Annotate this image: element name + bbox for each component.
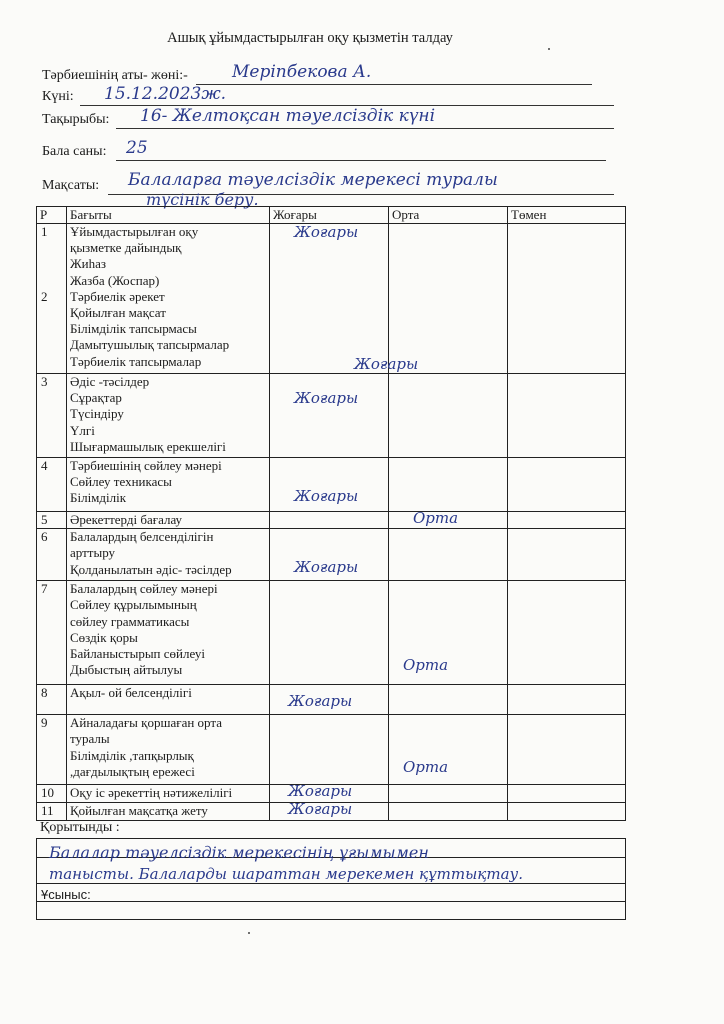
rating-mid-cell (389, 458, 508, 512)
direction-line: арттыру (70, 545, 116, 561)
children-count-label: Бала саны: (42, 144, 107, 159)
row-direction (67, 803, 270, 821)
row-number: 5 (37, 512, 67, 529)
row-direction (67, 458, 270, 512)
row-number: 1 2 (37, 224, 67, 374)
rating-mid-cell (389, 529, 508, 581)
row-direction (67, 715, 270, 785)
direction-line: сөйлеу грамматикасы (70, 613, 190, 629)
direction-line: Білімділік (70, 490, 127, 506)
direction-line: Үлгі (70, 422, 95, 438)
rating-mark: Жоғары (294, 487, 359, 505)
rating-high-cell (270, 581, 389, 685)
row-number: 8 (37, 685, 67, 715)
rating-high-cell (270, 529, 389, 581)
table-row (37, 581, 626, 685)
row-number: 6 (37, 529, 67, 581)
direction-line: Айналадағы қоршаған орта (70, 715, 222, 731)
row-number: 4 (37, 458, 67, 512)
teacher-label: Тәрбиешінің аты- жөні:- (42, 68, 188, 83)
direction-line: Әдіс -тәсілдер (70, 374, 150, 389)
direction-line: Дыбыстың айтылуы (70, 662, 183, 678)
row-number: 3 (37, 374, 67, 458)
row-direction (67, 512, 270, 529)
direction-line: Балалардың белсенділігін (70, 529, 214, 545)
rating-mark: Орта (403, 656, 449, 675)
conclusion-label: Қорытынды : (40, 820, 120, 835)
col-header-direction: Бағыты (67, 207, 270, 224)
table-row (37, 685, 626, 715)
col-header-low: Төмен (508, 207, 626, 224)
row-direction (67, 529, 270, 581)
direction-line: Қойылған мақсат (70, 305, 166, 321)
direction-line: Жазба (Жоспар) (70, 272, 160, 288)
suggestion-label: Ұсыныс: (41, 887, 91, 902)
direction-line: ,дағдылықтың ережесі (70, 763, 195, 779)
col-header-high: Жоғары (270, 207, 389, 224)
rating-low-cell (508, 224, 626, 374)
direction-line: Білімділік тапсырмасы (70, 321, 197, 337)
conclusion-line (37, 883, 625, 884)
direction-line: Тәрбиешінің сөйлеу мәнері (70, 458, 222, 473)
row-number: 11 (37, 803, 67, 821)
rating-mark: Жоғары (294, 558, 359, 577)
rating-low-cell (508, 374, 626, 458)
col-header-number: Р (37, 207, 67, 224)
row-number: 7 (37, 581, 67, 685)
table-row (37, 374, 626, 458)
row-number: 9 (37, 715, 67, 785)
col-header-medium: Орта (389, 207, 508, 224)
direction-line: Ақыл- ой белсенділігі (70, 685, 192, 701)
conclusion-box (36, 838, 626, 920)
rating-mark: Жоғары (288, 692, 353, 711)
table-row (37, 803, 626, 821)
direction-line: Сөздік қоры (70, 629, 138, 645)
speck (548, 48, 550, 50)
direction-line: Дамытушылық тапсырмалар (70, 337, 230, 353)
rating-mid-cell (389, 509, 508, 529)
rating-mid-cell (389, 374, 508, 458)
direction-line: Оқу іс әрекеттің нәтижелілігі (70, 785, 233, 801)
direction-line: Ұйымдастырылған оқу (70, 224, 199, 239)
date-value: 15.12.2023ж. (104, 84, 227, 104)
date-label: Күні: (42, 89, 74, 104)
rating-mid-cell (389, 224, 508, 374)
row-number: 10 (37, 785, 67, 803)
teacher-underline (196, 84, 592, 85)
teacher-value: Меріпбекова А. (232, 62, 372, 82)
direction-line: Түсіндіру (70, 406, 124, 422)
conclusion-text-line2: танысты. Балаларды шараттан мерекемен құттықтау. (49, 865, 524, 883)
rating-mark: Жоғары (288, 782, 353, 801)
direction-line: туралы (70, 731, 110, 747)
rating-mid-cell (389, 715, 508, 785)
rating-mid-cell (389, 803, 508, 821)
table-header-row (37, 207, 626, 224)
table-row (37, 224, 626, 374)
direction-line: Жиһаз (70, 256, 107, 272)
evaluation-table (36, 206, 626, 821)
rating-mark: Орта (413, 509, 459, 527)
direction-line: Балалардың сөйлеу мәнері (70, 581, 218, 597)
row-direction (67, 685, 270, 715)
rating-low-cell (508, 685, 626, 715)
rating-low-cell (508, 581, 626, 685)
page-title: Ашық ұйымдастырылған оқу қызметін талдау (167, 30, 453, 46)
rating-mark: Жоғары (288, 800, 353, 819)
direction-line: қызметке дайындық (70, 240, 182, 256)
row-direction (67, 785, 270, 803)
suggestion-line (37, 901, 625, 902)
row-direction (67, 581, 270, 685)
speck (248, 932, 250, 934)
table-row (37, 458, 626, 512)
topic-value: 16- Желтоқсан тәуелсіздік күні (140, 106, 436, 126)
rating-high-cell (270, 512, 389, 529)
goal-label: Мақсаты: (42, 178, 100, 193)
rating-low-cell (508, 458, 626, 512)
rating-high-cell (270, 800, 389, 821)
direction-line: Сөйлеу құрылымының (70, 597, 197, 613)
rating-mark: Орта (403, 758, 449, 777)
children-count-underline (116, 160, 606, 161)
direction-line: Байланыстырып сөйлеуі (70, 646, 206, 662)
direction-line: Қолданылатын әдіс- тәсілдер (70, 561, 232, 577)
rating-mark: Жоғары (354, 355, 419, 373)
row-direction (67, 224, 270, 374)
goal-value-line2: түсінік беру. (146, 190, 259, 209)
rating-mark: Жоғары (294, 389, 359, 407)
rating-mid-cell (389, 581, 508, 685)
direction-line: Сұрақтар (70, 390, 122, 406)
rating-mid-cell (389, 685, 508, 715)
rating-low-cell (508, 803, 626, 821)
direction-line: Әрекеттерді бағалау (70, 512, 183, 527)
direction-line: Сөйлеу техникасы (70, 474, 172, 490)
rating-mid-cell (389, 785, 508, 803)
rating-low-cell (508, 785, 626, 803)
rating-high-cell (270, 715, 389, 785)
direction-line: Қойылған мақсатқа жету (70, 803, 208, 819)
rating-mark: Жоғары (294, 223, 359, 241)
rating-low-cell (508, 715, 626, 785)
goal-value-line1: Балаларға тәуелсіздік мерекесі туралы (128, 170, 498, 190)
table-row (37, 715, 626, 785)
conclusion-text-line1: Балалар тәуелсіздік мерекесінің ұғымымен (49, 843, 429, 862)
rating-high-cell (270, 685, 389, 715)
table-row (37, 529, 626, 581)
rating-high-cell (270, 374, 389, 458)
rating-high-cell (270, 458, 389, 512)
table-body (37, 224, 626, 821)
direction-line: Тәрбиелік әрекет (70, 288, 165, 304)
children-count-value: 25 (126, 138, 148, 158)
topic-label: Тақырыбы: (42, 112, 110, 127)
direction-line: Тәрбиелік тапсырмалар (70, 353, 202, 369)
rating-high-cell (270, 223, 419, 374)
rating-low-cell (508, 512, 626, 529)
rating-low-cell (508, 529, 626, 581)
table-row (37, 512, 626, 529)
row-direction (67, 374, 270, 458)
direction-line: Білімділік ,тапқырлық (70, 747, 194, 763)
topic-underline (116, 128, 614, 129)
direction-line: Шығармашылық ерекшелігі (70, 438, 226, 454)
